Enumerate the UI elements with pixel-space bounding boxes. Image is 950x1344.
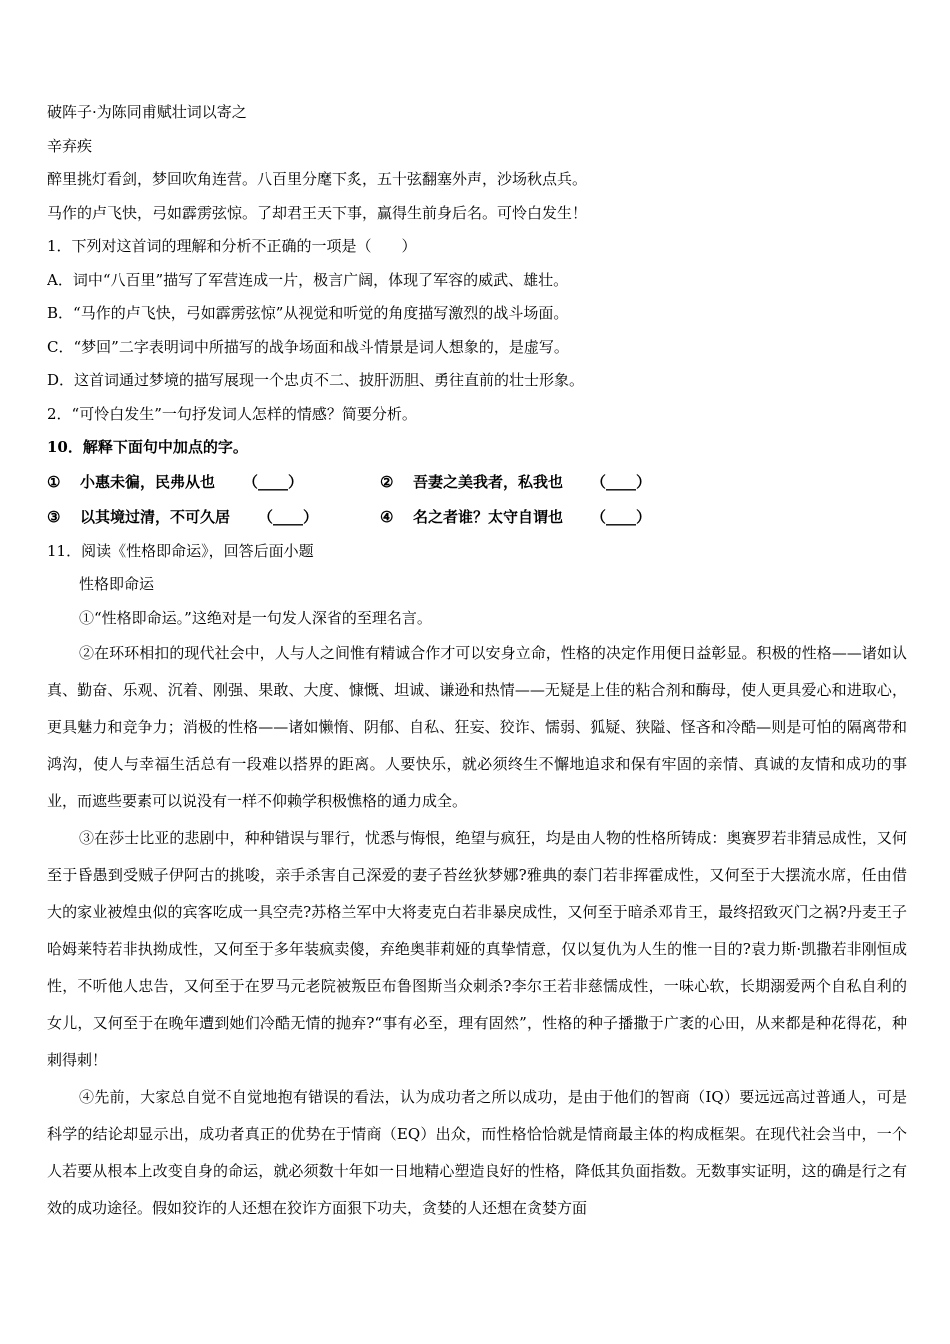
- question-1-option-b: B．“马作的卢飞快，弓如霹雳弦惊”从视觉和听觉的角度描写激烈的战斗场面。: [47, 304, 569, 322]
- question-10-row-2: [47, 500, 907, 535]
- question-1-option-a: A．词中“八百里”描写了军营连成一片，极言广阔，体现了军容的威武、雄壮。: [47, 270, 569, 289]
- question-10-item-4: ④ 名之者谁？太守自谓也 （____）: [380, 507, 652, 526]
- answer-blank[interactable]: （____）: [243, 472, 304, 491]
- question-10-row-1: [47, 465, 907, 500]
- question-10-item-2: ② 吾妻之美我者，私我也 （____）: [380, 472, 652, 491]
- answer-blank[interactable]: （____）: [591, 472, 652, 491]
- question-2-stem: 2．“可怜白发生”一句抒发词人怎样的情感？简要分析。: [47, 404, 417, 423]
- question-10-item-3: ③ 以其境过清，不可久居 （____）: [47, 507, 319, 526]
- poem-author: 辛弃疾: [47, 136, 93, 155]
- passage-paragraph-3: ③在莎士比亚的悲剧中，种种错误与罪行，忧悉与悔恨，绝望与疯狂，均是由人物的性格所铸成：奥赛罗若非猜忌成性，又何至于昏愚到受贼子伊阿古的挑唆，亲手杀害自己深爱的妻子苔丝狄梦娜?雅典的泰门若非挥霍成性，又何至于大摆流水席，任由借大的家业被煌虫似的宾客吃成一具空壳?苏格兰军中大将麦克白若非暴戾成性，又何至于暗杀邓肯王，最终招致灭门之祸?丹麦王子哈姆莱特若非执拗成性，又何至于多年装疯卖傻，弃绝奥菲莉娅的真挚情意，仅以复仇为人生的惟一目的?袁力斯·凯撒若非刚恒成性，不听他人忠告，又何至于在罗马元老院被叛臣布鲁图斯当众刺杀?李尔王若非慈懦成性，一味心软，长期溺爱两个自私自利的女儿，又何至于在晚年遭到她们冷酷无情的抛弃?“事有必至，理有固然”，性格的种子播撒于广袤的心田，从来都是种花得花，种刺得刺！: [47, 829, 907, 1069]
- poem-line-2: 马作的卢飞快，弓如霹雳弦惊。了却君王天下事，赢得生前身后名。可怜白发生！: [47, 203, 588, 222]
- answer-blank[interactable]: （____）: [591, 507, 652, 526]
- question-1-option-c: C．“梦回”二字表明词中所描写的战争场面和战斗情景是词人想象的，是虚写。: [47, 337, 569, 356]
- passage-paragraph-1: ①“性格即命运。”这绝对是一句发人深省的至理名言。: [79, 608, 432, 627]
- poem-title: 破阵子·为陈同甫赋壮词以寄之: [47, 103, 247, 121]
- question-10-stem: 10．解释下面句中加点的字。: [47, 438, 248, 456]
- passage-paragraph-4: ④先前，大家总自觉不自觉地抱有错误的看法，认为成功者之所以成功，是由于他们的智商（IQ）要远远高过普通人，可是科学的结论却显示出，成功者真正的优势在于情商（EQ）出众，而性格恰恰就是情商最主体的构成框架。在现代社会当中，一个人若要从根本上改变自身的命运，就必须数十年如一日地精心塑造良好的性格，降低其负面指数。无数事实证明，这的确是行之有效的成功途径。假如狡诈的人还想在狡诈方面狠下功夫，贪婪的人还想在贪婪方面: [47, 1088, 907, 1217]
- question-1-stem: 1．下列对这首词的理解和分析不正确的一项是（ ）: [47, 237, 417, 255]
- poem-line-1: 醉里挑灯看剑，梦回吹角连营。八百里分麾下炙，五十弦翻塞外声，沙场秋点兵。: [47, 170, 588, 188]
- answer-blank[interactable]: （____）: [258, 507, 319, 526]
- question-1-option-d: D．这首词通过梦境的描写展现一个忠贞不二、披肝沥胆、勇往直前的壮士形象。: [47, 371, 585, 389]
- passage-title: 性格即命运: [79, 575, 155, 593]
- question-11-stem: 11．阅读《性格即命运》，回答后面小题: [47, 541, 314, 560]
- document-page: [47, 96, 907, 1227]
- passage-paragraph-2: ②在环环相扣的现代社会中，人与人之间惟有精诚合作才可以安身立命，性格的决定作用便日益彰显。积极的性格——诸如认真、勤奋、乐观、沉着、刚强、果敢、大度、慷慨、坦诚、谦逊和热情——无疑是上佳的粘合剂和酶母，使人更具爱心和进取心，更具魅力和竞争力；消极的性格——诸如懒惰、阴郁、自私、狂妄、狡诈、懦弱、狐疑、狭隘、怪吝和冷酷—则是可怕的隔离带和鸿沟，使人与幸福生活总有一段难以搭界的距离。人要快乐，就必须终生不懈地追求和保有牢固的亲情、真诚的友情和成功的事业，而遮些要素可以说没有一样不仰赖学积极憔格的通力成全。: [47, 644, 907, 810]
- question-10-item-1: ① 小惠未徧，民弗从也 （____）: [47, 472, 304, 491]
